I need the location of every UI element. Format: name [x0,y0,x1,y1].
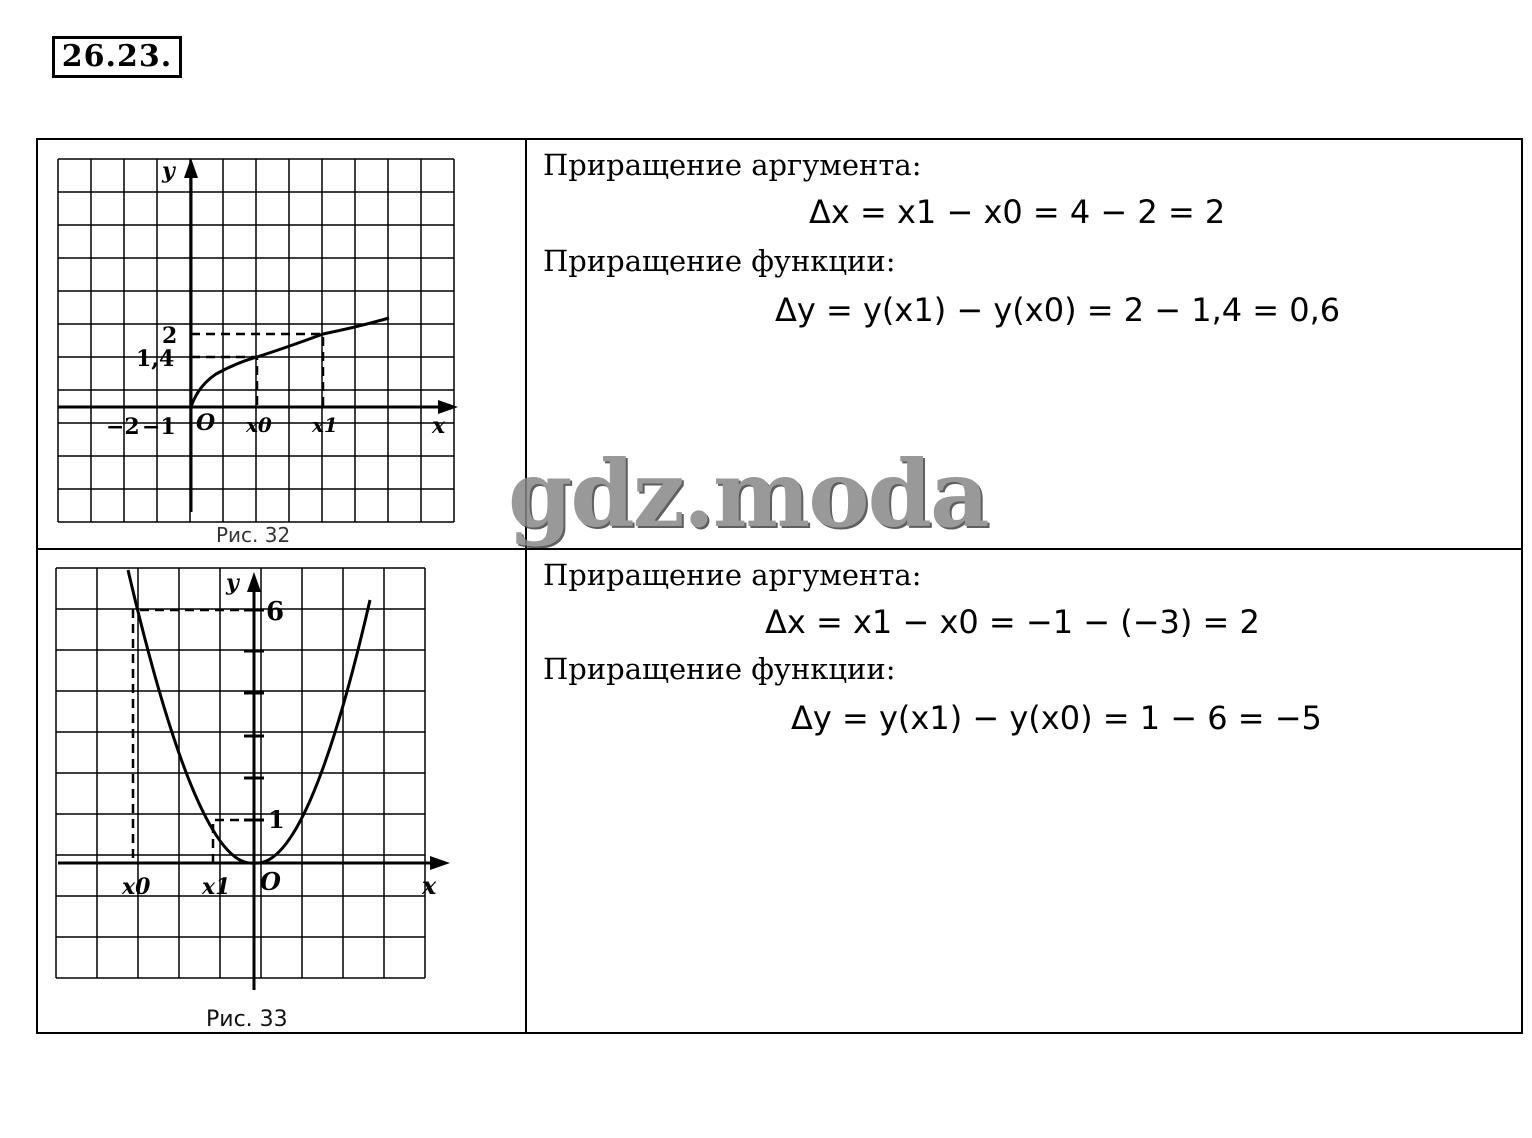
figure-cell-2 [37,549,526,1033]
fig32-curve [191,318,389,407]
arg-increment-formula-2: Δx = x1 − x0 = −1 − (−3) = 2 [765,603,1260,641]
func-increment-label: Приращение функции: [543,244,896,278]
fig33-axis-y-label: y [226,570,239,596]
fig32-origin-label: O [196,410,216,436]
fig33-caption: Рис. 33 [206,1007,288,1032]
fig32-x-tick-minus1: −1 [142,414,176,440]
fig33-dashed-guide-x0 [133,610,254,863]
fig32-caption: Рис. 32 [216,523,291,547]
arg-increment-label-2: Приращение аргумента: [543,558,922,592]
fig33-y6-label: 6 [266,597,285,627]
func-increment-formula-2: Δy = y(x1) − y(x0) = 1 − 6 = −5 [791,699,1322,737]
fig32-x-tick-minus2: −2 [106,414,140,440]
arg-increment-formula: Δx = x1 − x0 = 4 − 2 = 2 [809,193,1226,231]
fig32-dashed-guide-x0 [191,357,257,407]
fig32-y-arrow-icon [184,158,198,178]
fig33-axis-x-label: x [422,871,437,900]
figure-cell-1 [37,139,526,549]
fig32-x-arrow-icon [438,400,458,414]
func-increment-label-2: Приращение функции: [543,652,896,686]
fig33-y-arrow-icon [247,572,261,592]
figure-33 [38,550,525,1032]
fig32-x0-label: x0 [246,413,272,437]
solution-table [36,138,1523,1034]
fig33-x1-label: x1 [202,874,231,900]
solution-row-2 [37,549,1522,1033]
fig33-x0-label: x0 [122,874,151,900]
figure-33-grid [56,568,425,978]
watermark-logo: gdz.moda [508,440,988,548]
fig33-y1-label: 1 [268,805,285,834]
figure-32 [38,140,525,548]
fig33-x-arrow-icon [430,856,450,870]
fig32-y14-label: 1,4 [136,346,175,372]
arg-increment-label: Приращение аргумента: [543,148,922,182]
figure-32-grid [58,159,454,522]
text-cell-2 [526,549,1522,1033]
func-increment-formula: Δy = y(x1) − y(x0) = 2 − 1,4 = 0,6 [775,291,1341,329]
fig32-axis-x-label: x [432,413,446,439]
fig32-y2-label: 2 [162,323,178,349]
problem-number: 26.23. [52,36,182,78]
fig33-origin-label: O [260,867,281,896]
fig32-axis-y-label: y [162,158,175,184]
fig32-x1-label: x1 [312,413,338,437]
